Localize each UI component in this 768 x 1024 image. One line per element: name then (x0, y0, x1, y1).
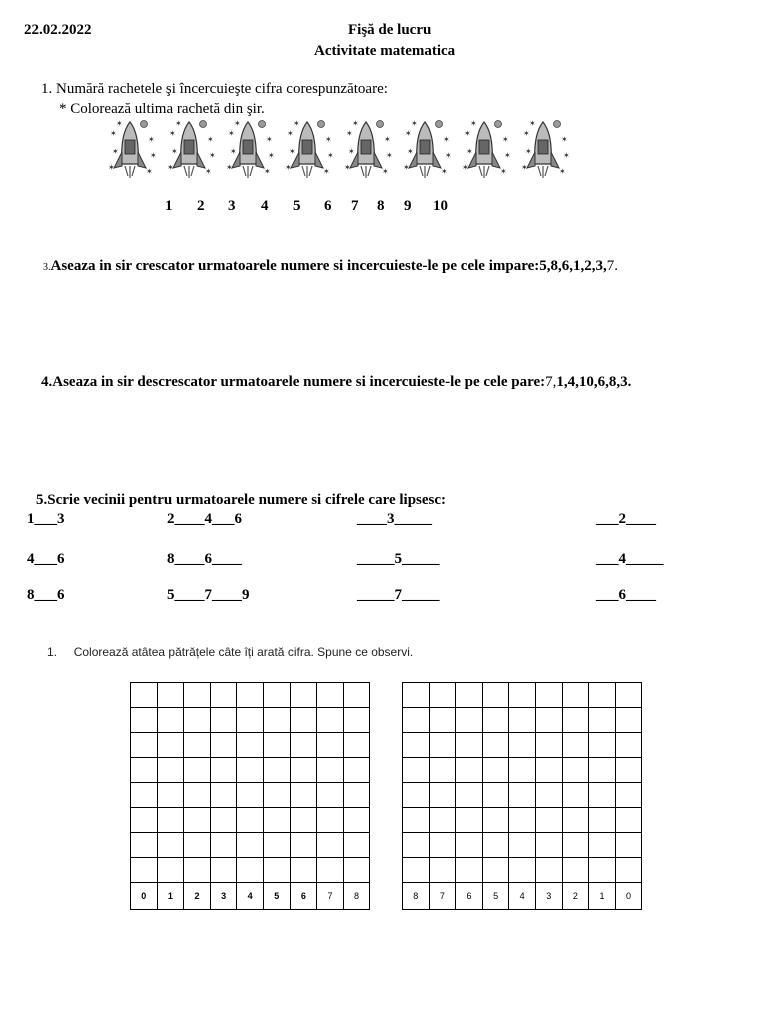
grid-cell[interactable] (343, 833, 370, 858)
star-icon: ✶ (327, 151, 334, 160)
star-icon: ✶ (563, 151, 570, 160)
grid-cell[interactable] (237, 683, 264, 708)
grid-cell[interactable] (237, 858, 264, 883)
star-icon: ✶ (561, 135, 568, 144)
grid-cell[interactable] (456, 808, 483, 833)
rocket-icon (108, 119, 157, 178)
grid-cell[interactable] (210, 858, 237, 883)
grid-cell[interactable] (562, 833, 589, 858)
exercise-6-number: 1. (47, 645, 58, 659)
star-icon: ✶ (441, 167, 448, 176)
star-icon: ✶ (443, 135, 450, 144)
star-icon: ✶ (230, 147, 237, 156)
grid-cell[interactable] (263, 683, 290, 708)
grid-cell[interactable] (403, 858, 430, 883)
grid-cell[interactable] (317, 833, 344, 858)
star-icon: ✶ (502, 135, 509, 144)
star-icon: ✶ (445, 151, 452, 160)
grid-cell[interactable] (210, 708, 237, 733)
grid-cell[interactable] (589, 858, 616, 883)
star-icon: ✶ (386, 151, 393, 160)
star-icon: ✶ (150, 151, 157, 160)
star-icon: ✶ (268, 151, 275, 160)
grid-cell[interactable] (290, 858, 317, 883)
star-icon: ✶ (209, 151, 216, 160)
rockets-row (100, 118, 570, 180)
rocket-icon (285, 119, 334, 178)
grid-cell[interactable] (482, 733, 509, 758)
grid-cell[interactable] (429, 733, 456, 758)
star-icon: ✶ (264, 167, 271, 176)
grid-cell[interactable] (615, 783, 642, 808)
grid-cell[interactable] (562, 808, 589, 833)
grid-cell[interactable] (403, 733, 430, 758)
star-icon: ✶ (228, 129, 235, 138)
star-icon: ✶ (529, 119, 536, 128)
grid-label-cell: 8 (403, 883, 430, 910)
grid-cell[interactable] (589, 783, 616, 808)
star-icon: ✶ (559, 167, 566, 176)
exercise-4-rest: 1,4,10,6,8,3. (556, 374, 632, 390)
date: 22.02.2022 (24, 22, 92, 38)
grid-cell[interactable] (343, 808, 370, 833)
neighbor-item: ___6____ (596, 587, 656, 603)
grid-cell[interactable] (562, 708, 589, 733)
neighbor-item: 5____7____9 (167, 587, 250, 603)
grid-cell[interactable] (535, 833, 562, 858)
grid-cell[interactable] (615, 708, 642, 733)
grid-cell[interactable] (131, 783, 158, 808)
grid-label-cell: 6 (290, 883, 317, 910)
grid-cell[interactable] (456, 783, 483, 808)
star-icon: ✶ (403, 163, 410, 172)
star-icon: ✶ (112, 147, 119, 156)
rocket-icon (462, 119, 511, 178)
exercise-1-subinstruction: * Colorează ultima rachetă din şir. (59, 101, 265, 117)
grid-cell[interactable] (290, 783, 317, 808)
star-icon: ✶ (521, 163, 528, 172)
grid-cell[interactable] (509, 808, 536, 833)
star-icon: ✶ (175, 119, 182, 128)
number-row (165, 198, 465, 218)
worksheet-subtitle: Activitate matematica (314, 43, 456, 59)
rocket-icon (167, 119, 216, 178)
grid-cell[interactable] (589, 833, 616, 858)
grid-cell[interactable] (290, 683, 317, 708)
grid-cell[interactable] (237, 808, 264, 833)
grid-cell[interactable] (535, 733, 562, 758)
grid-cell[interactable] (562, 783, 589, 808)
star-icon: ✶ (205, 167, 212, 176)
star-icon: ✶ (323, 167, 330, 176)
grid-cell[interactable] (429, 783, 456, 808)
rocket-icon (226, 119, 275, 178)
exercise-3-tail: 7. (606, 258, 618, 274)
grid-cell[interactable] (535, 808, 562, 833)
grid-cell[interactable] (184, 783, 211, 808)
neighbor-item: 2____4___6 (167, 511, 242, 527)
star-icon: ✶ (407, 147, 414, 156)
grid-label-cell: 3 (535, 883, 562, 910)
star-icon: ✶ (348, 147, 355, 156)
grid-cell[interactable] (429, 808, 456, 833)
neighbor-item: _____7_____ (357, 587, 440, 603)
grid-cell[interactable] (403, 833, 430, 858)
grid-cell[interactable] (263, 733, 290, 758)
grid-cell[interactable] (210, 683, 237, 708)
grid-cell[interactable] (535, 783, 562, 808)
star-icon: ✶ (411, 119, 418, 128)
grid-cell[interactable] (456, 758, 483, 783)
grid-cell[interactable] (429, 683, 456, 708)
grid-cell[interactable] (343, 683, 370, 708)
grid-cell[interactable] (237, 833, 264, 858)
grid-cell[interactable] (482, 708, 509, 733)
grid-cell[interactable] (210, 758, 237, 783)
grid-cell[interactable] (509, 708, 536, 733)
grid-cell[interactable] (562, 758, 589, 783)
grid-cell[interactable] (615, 858, 642, 883)
grid-cell[interactable] (456, 733, 483, 758)
grid-cell[interactable] (456, 858, 483, 883)
grid-cell[interactable] (184, 858, 211, 883)
grid-cell[interactable] (317, 758, 344, 783)
rocket-icon (403, 119, 452, 178)
neighbor-item: 8___6 (27, 587, 65, 603)
grid-cell[interactable] (456, 708, 483, 733)
grid-cell[interactable] (157, 708, 184, 733)
grid-cell[interactable] (237, 758, 264, 783)
rocket-icon (344, 119, 393, 178)
grid-cell[interactable] (210, 733, 237, 758)
grid-cell[interactable] (157, 833, 184, 858)
star-icon: ✶ (148, 135, 155, 144)
star-icon: ✶ (287, 129, 294, 138)
grid-cell[interactable] (157, 733, 184, 758)
star-icon: ✶ (325, 135, 332, 144)
grid-cell[interactable] (290, 833, 317, 858)
neighbor-item: 8____6____ (167, 551, 242, 567)
grid-cell[interactable] (157, 808, 184, 833)
grid-cell[interactable] (615, 808, 642, 833)
grid-cell[interactable] (343, 758, 370, 783)
grid-label-cell: 2 (184, 883, 211, 910)
grid-cell[interactable] (403, 708, 430, 733)
grid-label-cell: 6 (456, 883, 483, 910)
grid-cell[interactable] (535, 858, 562, 883)
star-icon: ✶ (234, 119, 241, 128)
grid-cell[interactable] (429, 833, 456, 858)
grid-cell[interactable] (615, 758, 642, 783)
star-icon: ✶ (285, 163, 292, 172)
grid-label-cell: 5 (263, 883, 290, 910)
neighbor-item: ____3_____ (357, 511, 432, 527)
exercise-3-instruction (43, 258, 618, 275)
exercise-6-instruction (47, 645, 413, 659)
grid-cell[interactable] (237, 708, 264, 733)
grid-label-cell: 7 (317, 883, 344, 910)
star-icon: ✶ (500, 167, 507, 176)
grid-cell[interactable] (263, 858, 290, 883)
grid-cell[interactable] (615, 733, 642, 758)
exercise-1-line1: 1. Numără rachetele şi încercuieşte cifra corespunzătoare: (41, 81, 388, 97)
grid-cell[interactable] (237, 733, 264, 758)
grid-cell[interactable] (429, 858, 456, 883)
grid-label-cell: 0 (615, 883, 642, 910)
grid-label-cell: 1 (589, 883, 616, 910)
grid-cell[interactable] (562, 683, 589, 708)
grid-cell[interactable] (263, 783, 290, 808)
grid-cell[interactable] (263, 708, 290, 733)
star-icon: ✶ (346, 129, 353, 138)
grid-label-cell: 4 (237, 883, 264, 910)
star-icon: ✶ (523, 129, 530, 138)
number-option: 10 (433, 198, 448, 214)
number-option: 7 (351, 198, 359, 214)
grid-cell[interactable] (157, 683, 184, 708)
worksheet-title: Fişă de lucru (348, 22, 432, 38)
grid-cell[interactable] (263, 758, 290, 783)
star-icon: ✶ (525, 147, 532, 156)
grid-cell[interactable] (184, 833, 211, 858)
star-icon: ✶ (169, 129, 176, 138)
grid-cell[interactable] (482, 683, 509, 708)
grid-cell[interactable] (131, 708, 158, 733)
grid-cell[interactable] (131, 858, 158, 883)
star-icon: ✶ (466, 147, 473, 156)
exercise-4-lead: 4.Aseaza in sir descrescator urmatoarele numere si incercuieste-le pe cele pare: (41, 374, 546, 390)
grid-cell[interactable] (589, 708, 616, 733)
neighbor-item: 4___6 (27, 551, 65, 567)
exercise-3-text: Aseaza in sir crescator urmatoarele numere si incercuieste-le pe cele impare:5,8,6,1,2,3, (50, 258, 607, 274)
grid-cell[interactable] (482, 833, 509, 858)
exercise-4-first: 7, (545, 374, 557, 390)
exercise-4-instruction (41, 374, 631, 391)
grid-cell[interactable] (184, 733, 211, 758)
grid-label-cell: 7 (429, 883, 456, 910)
number-option: 4 (261, 198, 269, 214)
star-icon: ✶ (293, 119, 300, 128)
neighbor-item: 1___3 (27, 511, 65, 527)
grid-cell[interactable] (562, 733, 589, 758)
grid-label-cell: 4 (509, 883, 536, 910)
neighbor-item: _____5_____ (357, 551, 440, 567)
grid-cell[interactable] (184, 758, 211, 783)
grid-cell[interactable] (290, 708, 317, 733)
exercise-5-instruction: 5.Scrie vecinii pentru urmatoarele numere si cifrele care lipsesc: (36, 492, 447, 508)
grid-cell[interactable] (157, 783, 184, 808)
grid-cell[interactable] (403, 783, 430, 808)
star-icon: ✶ (384, 135, 391, 144)
grid-cell[interactable] (535, 758, 562, 783)
grid-cell[interactable] (290, 733, 317, 758)
star-icon: ✶ (108, 163, 115, 172)
star-icon: ✶ (116, 119, 123, 128)
grid-cell[interactable] (589, 758, 616, 783)
grid-cell[interactable] (456, 833, 483, 858)
grid-label-cell: 5 (482, 883, 509, 910)
star-icon: ✶ (352, 119, 359, 128)
grid-cell[interactable] (535, 708, 562, 733)
grid-cell[interactable] (562, 858, 589, 883)
grid-cell[interactable] (157, 858, 184, 883)
grid-label-cell: 1 (157, 883, 184, 910)
grid-cell[interactable] (509, 858, 536, 883)
grid-cell[interactable] (456, 683, 483, 708)
grid-cell[interactable] (429, 758, 456, 783)
star-icon: ✶ (405, 129, 412, 138)
star-icon: ✶ (462, 163, 469, 172)
grid-cell[interactable] (482, 783, 509, 808)
number-option: 9 (404, 198, 412, 214)
grid-cell[interactable] (184, 708, 211, 733)
star-icon: ✶ (167, 163, 174, 172)
grid-cell[interactable] (429, 708, 456, 733)
grid-cell[interactable] (131, 833, 158, 858)
grid-cell[interactable] (210, 808, 237, 833)
star-icon: ✶ (464, 129, 471, 138)
grid-cell[interactable] (509, 758, 536, 783)
grid-cell[interactable] (509, 683, 536, 708)
grid-cell[interactable] (317, 808, 344, 833)
grid-cell[interactable] (403, 758, 430, 783)
grid-cell[interactable] (482, 858, 509, 883)
grid-cell[interactable] (615, 833, 642, 858)
star-icon: ✶ (382, 167, 389, 176)
grid-cell[interactable] (263, 833, 290, 858)
grid-cell[interactable] (290, 808, 317, 833)
grid-cell[interactable] (157, 758, 184, 783)
grid-cell[interactable] (317, 683, 344, 708)
grid-cell[interactable] (535, 683, 562, 708)
grid-cell[interactable] (263, 808, 290, 833)
grid-cell[interactable] (317, 858, 344, 883)
grid-cell[interactable] (343, 733, 370, 758)
grid-left (130, 682, 370, 910)
star-icon: ✶ (207, 135, 214, 144)
star-icon: ✶ (266, 135, 273, 144)
star-icon: ✶ (504, 151, 511, 160)
exercise-6-text: Colorează atâtea pătrățele câte îți arată cifra. Spune ce observi. (73, 645, 414, 659)
grid-cell[interactable] (615, 683, 642, 708)
grid-cell[interactable] (237, 783, 264, 808)
star-icon: ✶ (226, 163, 233, 172)
grid-label-cell: 3 (210, 883, 237, 910)
grid-cell[interactable] (589, 808, 616, 833)
grid-cell[interactable] (343, 708, 370, 733)
star-icon: ✶ (146, 167, 153, 176)
grid-label-cell: 0 (131, 883, 158, 910)
grid-cell[interactable] (343, 858, 370, 883)
grid-cell[interactable] (482, 808, 509, 833)
grid-cell[interactable] (343, 783, 370, 808)
grid-cell[interactable] (210, 833, 237, 858)
grid-cell[interactable] (509, 833, 536, 858)
number-option: 1 (165, 198, 173, 214)
grid-right (402, 682, 642, 910)
exercise-3-number: 3. (43, 262, 51, 273)
star-icon: ✶ (289, 147, 296, 156)
grid-cell[interactable] (589, 733, 616, 758)
exercise-1-instruction (41, 81, 388, 98)
grid-cell[interactable] (317, 708, 344, 733)
star-icon: ✶ (171, 147, 178, 156)
number-option: 5 (293, 198, 301, 214)
rocket-icon (521, 119, 570, 178)
neighbor-item: ___2____ (596, 511, 656, 527)
neighbor-item: ___4_____ (596, 551, 664, 567)
grid-cell[interactable] (589, 683, 616, 708)
star-icon: ✶ (110, 129, 117, 138)
grid-cell[interactable] (131, 733, 158, 758)
number-option: 2 (197, 198, 205, 214)
number-option: 3 (228, 198, 236, 214)
number-option: 6 (324, 198, 332, 214)
grid-cell[interactable] (482, 758, 509, 783)
grid-cell[interactable] (403, 808, 430, 833)
grid-cell[interactable] (131, 808, 158, 833)
number-option: 8 (377, 198, 385, 214)
grid-cell[interactable] (509, 733, 536, 758)
grid-cell[interactable] (317, 733, 344, 758)
star-icon: ✶ (470, 119, 477, 128)
grid-label-cell: 2 (562, 883, 589, 910)
grid-cell[interactable] (131, 758, 158, 783)
grid-cell[interactable] (210, 783, 237, 808)
grid-cell[interactable] (184, 808, 211, 833)
star-icon: ✶ (344, 163, 351, 172)
grid-cell[interactable] (403, 683, 430, 708)
grid-cell[interactable] (317, 783, 344, 808)
grid-label-cell: 8 (343, 883, 370, 910)
grid-cell[interactable] (290, 758, 317, 783)
grid-cell[interactable] (184, 683, 211, 708)
grid-cell[interactable] (131, 683, 158, 708)
grid-cell[interactable] (509, 783, 536, 808)
